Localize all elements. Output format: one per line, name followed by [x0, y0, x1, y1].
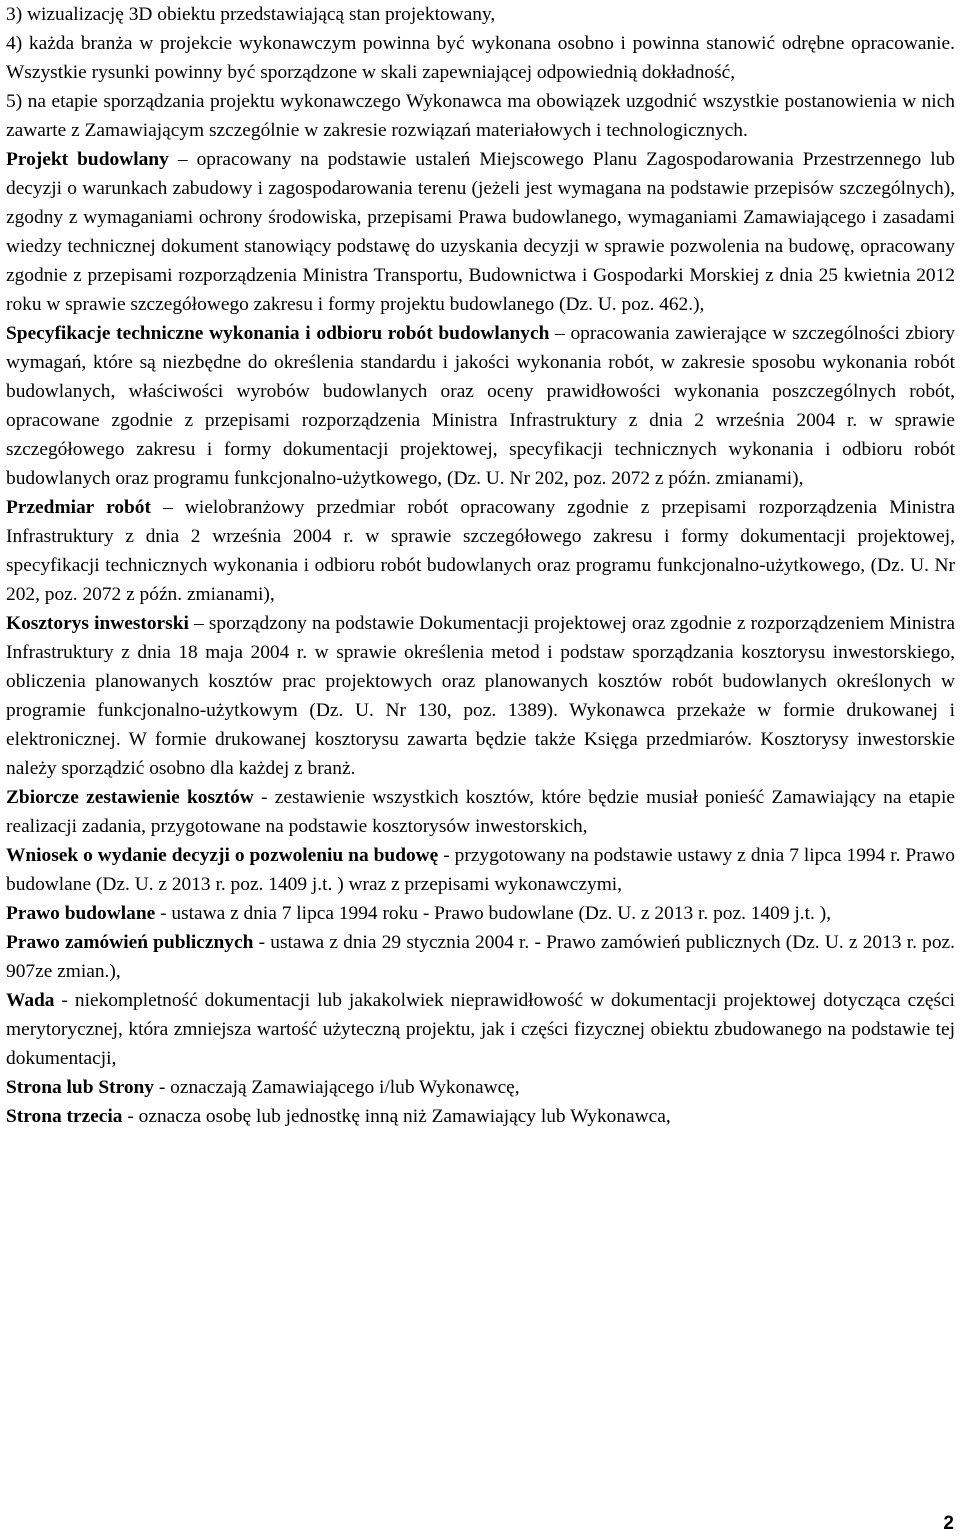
definition-term: Strona trzecia [6, 1106, 123, 1127]
definition-prawo-budowlane [6, 899, 955, 928]
definition-term: Prawo zamówień publicznych [6, 932, 254, 953]
definition-specyfikacje-techniczne [6, 319, 955, 493]
definition-wada [6, 986, 955, 1073]
definition-term: Wniosek o wydanie decyzji o pozwoleniu na budowę [6, 845, 439, 866]
definition-term: Zbiorcze zestawienie kosztów [6, 787, 254, 808]
definition-text: – opracowania zawierające w szczególności zbiory wymagań, które są niezbędne do określenia standardu i jakości wykonania robót, w zakresie sposobu wykonania robót budowlanych, właściwości wyrobów budowlanych oraz oceny prawidłowości wykonania poszczególnych robót, opracowane zgodnie z przepisami rozporządzenia Ministra Infrastruktury z dnia 2 września 2004 r. w sprawie szczegółowego zakresu i formy dokumentacji projektowej, specyfikacji technicznych wykonania i odbioru robót budowlanych oraz programu funkcjonalno-użytkowego, (Dz. U. Nr 202, poz. 2072 z późn. zmianami), [6, 323, 955, 489]
list-item-3 [6, 0, 955, 29]
definition-term: Specyfikacje techniczne wykonania i odbioru robót budowlanych [6, 323, 550, 344]
list-item-3-text: 3) wizualizację 3D obiektu przedstawiającą stan projektowany, [6, 4, 496, 25]
definition-term: Prawo budowlane [6, 903, 156, 924]
definition-text: – opracowany na podstawie ustaleń Miejscowego Planu Zagospodarowania Przestrzennego lub decyzji o warunkach zabudowy i zagospodarowania terenu (jeżeli jest wymagana na podstawie przepisów szczególnych), zgodny z wymaganiami ochrony środowiska, przepisami Prawa budowlanego, wymaganiami Zamawiającego i zasadami wiedzy technicznej dokument stanowiący podstawę do uzyskania decyzji w sprawie pozwolenia na budowę, opracowany zgodnie z przepisami rozporządzenia Ministra Transportu, Budownictwa i Gospodarki Morskiej z dnia 25 kwietnia 2012 roku w sprawie szczegółowego zakresu i formy projektu budowlanego (Dz. U. poz. 462.), [6, 149, 955, 315]
definition-strona-trzecia [6, 1102, 955, 1131]
definition-term: Strona lub Strony [6, 1077, 154, 1098]
definition-text: – sporządzony na podstawie Dokumentacji projektowej oraz zgodnie z rozporządzeniem Ministra Infrastruktury z dnia 18 maja 2004 r. w sprawie określenia metod i podstaw sporządzania kosztorysu inwestorskiego, obliczenia planowanych kosztów prac projektowych oraz planowanych kosztów robót budowlanych określonych w programie funkcjonalno-użytkowym (Dz. U. Nr 130, poz. 1389). Wykonawca przekaże w formie drukowanej i elektronicznej. W formie drukowanej kosztorysu zawarta będzie także Księga przedmiarów. Kosztorysy inwestorskie należy sporządzić osobno dla każdej z branż. [6, 613, 955, 779]
definition-wniosek-o-wydanie-decyzji [6, 841, 955, 899]
page-number: 2 [943, 1513, 954, 1534]
definition-text: - niekompletność dokumentacji lub jakakolwiek nieprawidłowość w dokumentacji projektowej dotycząca części merytorycznej, która zmniejsza wartość użyteczną projektu, jak i części fizycznej obiektu zbudowanego na podstawie tej dokumentacji, [6, 990, 955, 1069]
list-item-5-text: 5) na etapie sporządzania projektu wykonawczego Wykonawca ma obowiązek uzgodnić wszystkie postanowienia w nich zawarte z Zamawiającym szczególnie w zakresie rozwiązań materiałowych i technologicznych. [6, 91, 955, 141]
definition-term: Przedmiar robót [6, 497, 151, 518]
definition-text: - zestawienie wszystkich kosztów, które będzie musiał ponieść Zamawiający na etapie realizacji zadania, przygotowane na podstawie kosztorysów inwestorskich, [6, 787, 955, 837]
definition-text: - ustawa z dnia 29 stycznia 2004 r. - Prawo zamówień publicznych (Dz. U. z 2013 r. poz. 907ze zmian.), [6, 932, 955, 982]
definition-text: – wielobranżowy przedmiar robót opracowany zgodnie z przepisami rozporządzenia Ministra Infrastruktury z dnia 2 września 2004 r. w sprawie szczegółowego zakresu i formy dokumentacji projektowej, specyfikacji technicznych wykonania i odbioru robót budowlanych oraz programu funkcjonalno-użytkowego, (Dz. U. Nr 202, poz. 2072 z późn. zmianami), [6, 497, 955, 605]
list-item-4 [6, 29, 955, 87]
definition-przedmiar-robot [6, 493, 955, 609]
list-item-5 [6, 87, 955, 145]
document-page [6, 0, 955, 1131]
list-item-4-text: 4) każda branża w projekcie wykonawczym powinna być wykonana osobno i powinna stanowić odrębne opracowanie. Wszystkie rysunki powinny być sporządzone w skali zapewniającej odpowiednią dokładność, [6, 33, 955, 83]
definition-text: - przygotowany na podstawie ustawy z dnia 7 lipca 1994 r. Prawo budowlane (Dz. U. z 2013 r. poz. 1409 j.t. ) wraz z przepisami wykonawczymi, [6, 845, 955, 895]
definition-text: - oznaczają Zamawiającego i/lub Wykonawcę, [154, 1077, 520, 1098]
definition-prawo-zamowien-publicznych [6, 928, 955, 986]
definition-term: Projekt budowlany [6, 149, 169, 170]
definition-text: - ustawa z dnia 7 lipca 1994 roku - Prawo budowlane (Dz. U. z 2013 r. poz. 1409 j.t. ), [155, 903, 832, 924]
definition-term: Kosztorys inwestorski [6, 613, 189, 634]
definition-zbiorcze-zestawienie-kosztow [6, 783, 955, 841]
definition-term: Wada [6, 990, 55, 1011]
definition-strona-lub-strony [6, 1073, 955, 1102]
definition-projekt-budowlany [6, 145, 955, 319]
definition-kosztorys-inwestorski [6, 609, 955, 783]
definition-text: - oznacza osobę lub jednostkę inną niż Zamawiający lub Wykonawca, [122, 1106, 671, 1127]
